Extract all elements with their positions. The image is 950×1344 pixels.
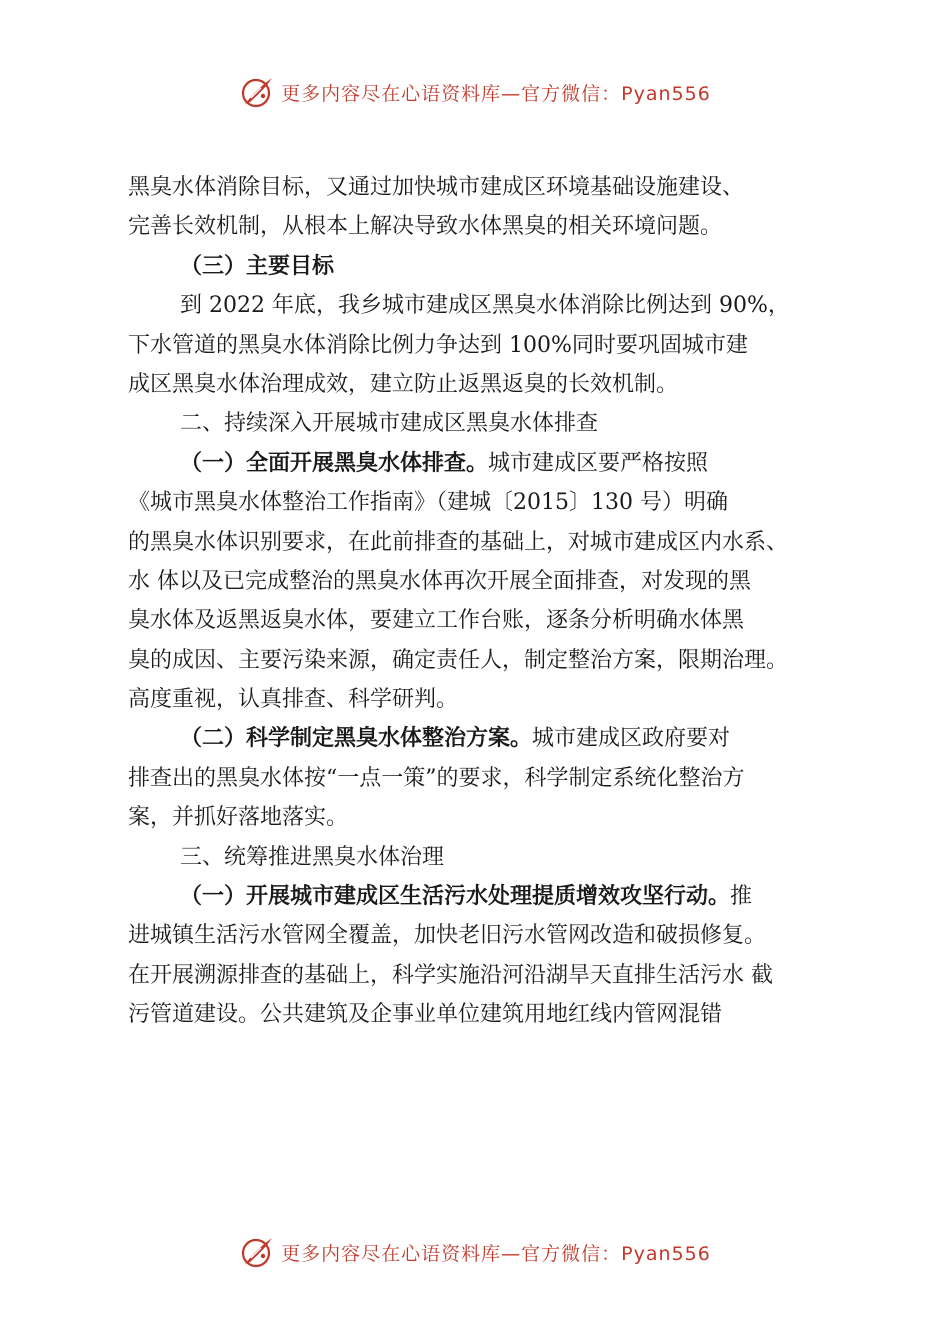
inline-bold-heading: （一）开展城市建成区生活污水处理提质增效攻坚行动。	[180, 883, 731, 910]
paragraph-line: 完善长效机制，从根本上解决导致水体黑臭的相关环境问题。	[128, 214, 723, 240]
inline-bold-heading: （一）全面开展黑臭水体排查。	[180, 449, 489, 476]
paragraph-line	[128, 877, 858, 916]
paragraph-line	[128, 719, 858, 758]
paragraph-line: 的黑臭水体识别要求，在此前排查的基础上，对城市建成区内水系、	[128, 529, 789, 555]
watermark-text: 更多内容尽在心语资料库—官方微信：Pyan556	[281, 82, 711, 105]
watermark-text: 更多内容尽在心语资料库—官方微信：Pyan556	[281, 1242, 711, 1265]
top-watermark-banner	[0, 72, 950, 112]
paragraph-line: 到 2022 年底，我乡城市建成区黑臭水体消除比例达到 90%，	[180, 293, 790, 319]
paragraph-line: 臭的成因、主要污染来源，确定责任人，制定整治方案，限期治理。	[128, 647, 789, 673]
heading-section-3: 三、统筹推进黑臭水体治理	[180, 844, 445, 870]
paragraph-line: 黑臭水体消除目标，又通过加快城市建成区环境基础设施建设、	[128, 175, 745, 200]
red-quill-circle-icon	[239, 74, 275, 110]
paragraph-line: 污管道建设。公共建筑及企事业单位建筑用地红线内管网混错	[128, 1002, 723, 1028]
inline-bold-heading: （二）科学制定黑臭水体整治方案。	[180, 725, 533, 752]
inline-text: 城市建成区政府要对	[532, 726, 731, 752]
paragraph-line: 在开展溯源排查的基础上，科学实施沿河沿湖旱天直排生活污水 截	[128, 962, 773, 988]
paragraph-line: 臭水体及返黑返臭水体，要建立工作台账，逐条分析明确水体黑	[128, 608, 745, 634]
paragraph-line	[128, 444, 858, 483]
paragraph-line: 成区黑臭水体治理成效，建立防止返黑返臭的长效机制。	[128, 371, 679, 397]
paragraph-line: 排查出的黑臭水体按“一点一策”的要求，科学制定系统化整治方	[128, 765, 745, 791]
inline-text: 城市建成区要严格按照	[488, 450, 709, 476]
paragraph-line: 水 体以及已完成整治的黑臭水体再次开展全面排查，对发现的黑	[128, 568, 751, 594]
paragraph-line: 案，并抓好落地落实。	[128, 805, 349, 831]
paragraph-line: 下水管道的黑臭水体消除比例力争达到 100%同时要巩固城市建	[128, 332, 748, 358]
document-body	[128, 168, 858, 1035]
inline-text: 推	[730, 884, 753, 910]
heading-section-2: 二、持续深入开展城市建成区黑臭水体排查	[180, 411, 599, 437]
paragraph-line: 《城市黑臭水体整治工作指南》（建城〔2015〕130 号）明确	[128, 490, 728, 516]
heading-main-goal: （三）主要目标	[180, 252, 335, 279]
paragraph-line: 高度重视，认真排查、科学研判。	[128, 687, 459, 713]
bottom-watermark-banner	[0, 1232, 950, 1272]
red-quill-circle-icon	[239, 1234, 275, 1270]
paragraph-line: 进城镇生活污水管网全覆盖，加快老旧污水管网改造和破损修复。	[128, 923, 767, 949]
